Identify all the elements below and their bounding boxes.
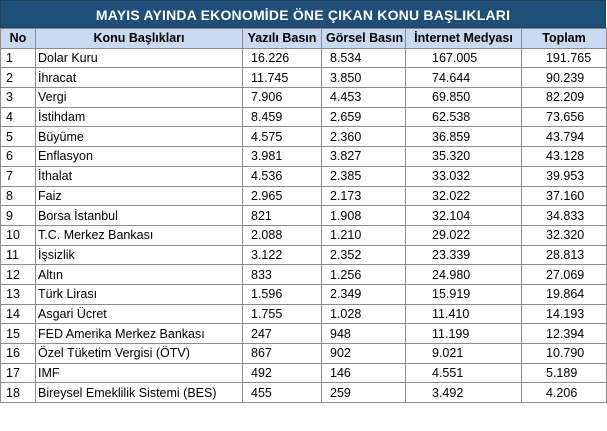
cell-total: 191.765 [522, 48, 607, 68]
cell-topic: Borsa İstanbul [36, 206, 243, 226]
cell-visual-press: 1.908 [322, 206, 406, 226]
cell-print-press: 821 [243, 206, 322, 226]
cell-topic: Büyüme [36, 127, 243, 147]
table-title: MAYIS AYINDA EKONOMİDE ÖNE ÇIKAN KONU BAŞLIKLARI [0, 0, 606, 28]
cell-print-press: 492 [243, 363, 322, 383]
cell-visual-press: 8.534 [322, 48, 406, 68]
cell-total: 19.864 [522, 284, 607, 304]
table-row [1, 206, 607, 226]
cell-internet-media: 74.644 [406, 68, 522, 88]
table-row [1, 127, 607, 147]
cell-visual-press: 3.827 [322, 147, 406, 167]
cell-internet-media: 9.021 [406, 344, 522, 364]
cell-internet-media: 35.320 [406, 147, 522, 167]
cell-visual-press: 3.850 [322, 68, 406, 88]
cell-no: 8 [1, 186, 36, 206]
cell-no: 6 [1, 147, 36, 167]
cell-no: 7 [1, 166, 36, 186]
table-body [1, 48, 607, 402]
cell-total: 12.394 [522, 324, 607, 344]
cell-topic: İstihdam [36, 107, 243, 127]
cell-print-press: 11.745 [243, 68, 322, 88]
cell-visual-press: 146 [322, 363, 406, 383]
cell-internet-media: 24.980 [406, 265, 522, 285]
cell-print-press: 455 [243, 383, 322, 403]
cell-internet-media: 15.919 [406, 284, 522, 304]
cell-total: 32.320 [522, 225, 607, 245]
cell-total: 43.128 [522, 147, 607, 167]
cell-internet-media: 4.551 [406, 363, 522, 383]
cell-total: 4.206 [522, 383, 607, 403]
cell-topic: Özel Tüketim Vergisi (ÖTV) [36, 344, 243, 364]
cell-topic: İhracat [36, 68, 243, 88]
cell-total: 39.953 [522, 166, 607, 186]
cell-no: 3 [1, 88, 36, 108]
cell-internet-media: 23.339 [406, 245, 522, 265]
cell-total: 43.794 [522, 127, 607, 147]
cell-no: 14 [1, 304, 36, 324]
table-row [1, 186, 607, 206]
cell-no: 12 [1, 265, 36, 285]
cell-topic: FED Amerika Merkez Bankası [36, 324, 243, 344]
header-print-press: Yazılı Basın [243, 29, 322, 49]
cell-topic: Faiz [36, 186, 243, 206]
cell-no: 5 [1, 127, 36, 147]
table-row [1, 68, 607, 88]
cell-print-press: 833 [243, 265, 322, 285]
table-row [1, 304, 607, 324]
table-row [1, 225, 607, 245]
cell-no: 11 [1, 245, 36, 265]
cell-print-press: 867 [243, 344, 322, 364]
cell-total: 37.160 [522, 186, 607, 206]
cell-topic: Dolar Kuru [36, 48, 243, 68]
cell-total: 28.813 [522, 245, 607, 265]
cell-topic: İşsizlik [36, 245, 243, 265]
cell-total: 73.656 [522, 107, 607, 127]
table-row [1, 324, 607, 344]
cell-print-press: 16.226 [243, 48, 322, 68]
cell-visual-press: 948 [322, 324, 406, 344]
cell-print-press: 2.088 [243, 225, 322, 245]
cell-print-press: 1.755 [243, 304, 322, 324]
cell-internet-media: 62.538 [406, 107, 522, 127]
cell-visual-press: 1.028 [322, 304, 406, 324]
cell-topic: T.C. Merkez Bankası [36, 225, 243, 245]
cell-internet-media: 29.022 [406, 225, 522, 245]
cell-visual-press: 2.173 [322, 186, 406, 206]
cell-print-press: 3.981 [243, 147, 322, 167]
table-row [1, 147, 607, 167]
cell-total: 27.069 [522, 265, 607, 285]
cell-print-press: 4.575 [243, 127, 322, 147]
header-no: No [1, 29, 36, 49]
cell-print-press: 2.965 [243, 186, 322, 206]
cell-topic: Bireysel Emeklilik Sistemi (BES) [36, 383, 243, 403]
header-row [1, 29, 607, 49]
cell-topic: IMF [36, 363, 243, 383]
cell-internet-media: 32.104 [406, 206, 522, 226]
cell-no: 13 [1, 284, 36, 304]
topics-table [0, 28, 607, 403]
cell-internet-media: 11.410 [406, 304, 522, 324]
cell-total: 5.189 [522, 363, 607, 383]
header-internet-media: İnternet Medyası [406, 29, 522, 49]
table-row [1, 265, 607, 285]
cell-print-press: 8.459 [243, 107, 322, 127]
cell-visual-press: 2.385 [322, 166, 406, 186]
cell-print-press: 247 [243, 324, 322, 344]
cell-internet-media: 3.492 [406, 383, 522, 403]
cell-total: 14.193 [522, 304, 607, 324]
cell-visual-press: 259 [322, 383, 406, 403]
cell-no: 1 [1, 48, 36, 68]
cell-topic: Asgari Ücret [36, 304, 243, 324]
cell-visual-press: 2.349 [322, 284, 406, 304]
cell-topic: Türk Lirası [36, 284, 243, 304]
cell-print-press: 3.122 [243, 245, 322, 265]
header-topic: Konu Başlıkları [36, 29, 243, 49]
table-row [1, 245, 607, 265]
cell-visual-press: 1.256 [322, 265, 406, 285]
cell-topic: Altın [36, 265, 243, 285]
table-row [1, 363, 607, 383]
cell-total: 34.833 [522, 206, 607, 226]
cell-visual-press: 4.453 [322, 88, 406, 108]
cell-internet-media: 11.199 [406, 324, 522, 344]
cell-visual-press: 2.352 [322, 245, 406, 265]
table-row [1, 48, 607, 68]
cell-total: 10.790 [522, 344, 607, 364]
table-row [1, 344, 607, 364]
cell-no: 4 [1, 107, 36, 127]
cell-internet-media: 167.005 [406, 48, 522, 68]
table-row [1, 383, 607, 403]
cell-internet-media: 69.850 [406, 88, 522, 108]
cell-topic: Vergi [36, 88, 243, 108]
cell-visual-press: 2.360 [322, 127, 406, 147]
header-visual-press: Görsel Basın [322, 29, 406, 49]
cell-internet-media: 36.859 [406, 127, 522, 147]
cell-no: 18 [1, 383, 36, 403]
cell-no: 9 [1, 206, 36, 226]
cell-no: 17 [1, 363, 36, 383]
cell-topic: İthalat [36, 166, 243, 186]
table-row [1, 107, 607, 127]
cell-visual-press: 1.210 [322, 225, 406, 245]
table-row [1, 166, 607, 186]
cell-visual-press: 2.659 [322, 107, 406, 127]
cell-no: 15 [1, 324, 36, 344]
table-row [1, 284, 607, 304]
cell-internet-media: 33.032 [406, 166, 522, 186]
cell-print-press: 7.906 [243, 88, 322, 108]
cell-print-press: 1.596 [243, 284, 322, 304]
header-total: Toplam [522, 29, 607, 49]
cell-topic: Enflasyon [36, 147, 243, 167]
cell-visual-press: 902 [322, 344, 406, 364]
cell-no: 10 [1, 225, 36, 245]
cell-total: 90.239 [522, 68, 607, 88]
cell-no: 16 [1, 344, 36, 364]
cell-print-press: 4.536 [243, 166, 322, 186]
table-row [1, 88, 607, 108]
cell-internet-media: 32.022 [406, 186, 522, 206]
cell-total: 82.209 [522, 88, 607, 108]
cell-no: 2 [1, 68, 36, 88]
